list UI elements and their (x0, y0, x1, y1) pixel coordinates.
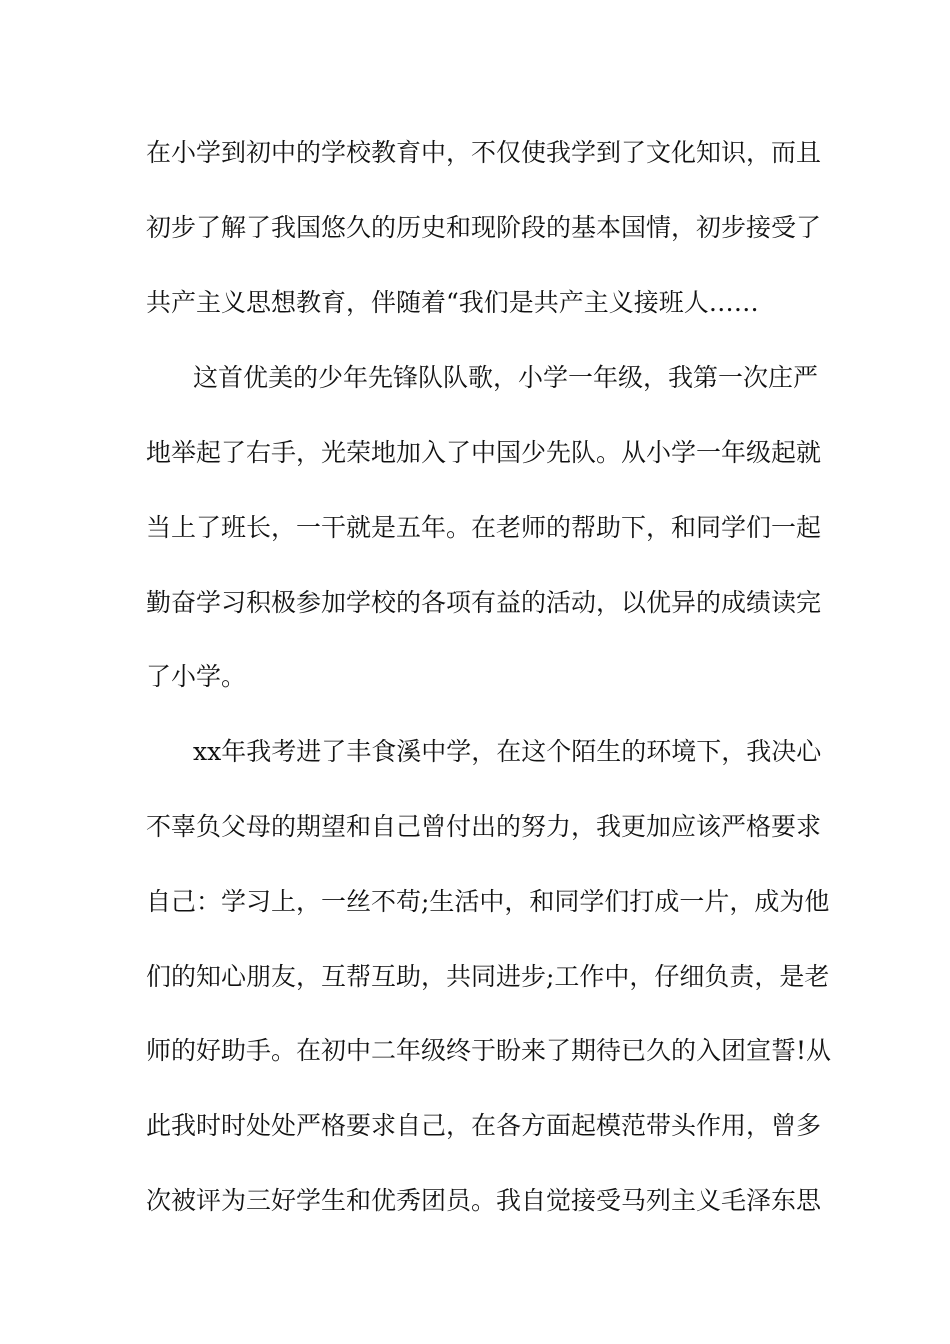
text-line: 师的好助手。在初中二年级终于盼来了期待已久的入团宣誓!从 (146, 1036, 832, 1065)
text-line: 当上了班长，一干就是五年。在老师的帮助下，和同学们一起 (146, 513, 822, 542)
text-line: 初步了解了我国悠久的历史和现阶段的基本国情，初步接受了 (146, 213, 822, 242)
text-line: 在小学到初中的学校教育中，不仅使我学到了文化知识，而且 (146, 138, 822, 167)
text-line: 了小学。 (146, 662, 247, 691)
text-line: 次被评为三好学生和优秀团员。我自觉接受马列主义毛泽东思 (146, 1186, 822, 1215)
text-line: 地举起了右手，光荣地加入了中国少先队。从小学一年级起就 (146, 438, 822, 467)
text-line: 共产主义思想教育，伴随着“我们是共产主义接班人…… (146, 288, 759, 317)
text-line: 不辜负父母的期望和自己曾付出的努力，我更加应该严格要求 (146, 812, 822, 841)
text-line: 此我时时处处严格要求自己，在各方面起模范带头作用，曾多 (146, 1111, 822, 1140)
text-line-paragraph-start: xx年我考进了丰食溪中学，在这个陌生的环境下，我决心 (193, 737, 822, 766)
text-line: 自己：学习上，一丝不苟;生活中，和同学们打成一片，成为他 (146, 887, 830, 916)
text-line-paragraph-start: 这首优美的少年先锋队队歌，小学一年级，我第一次庄严 (193, 363, 819, 392)
text-line: 们的知心朋友，互帮互助，共同进步;工作中，仔细负责，是老 (146, 962, 830, 991)
text-line: 勤奋学习积极参加学校的各项有益的活动，以优异的成绩读完 (146, 588, 822, 617)
